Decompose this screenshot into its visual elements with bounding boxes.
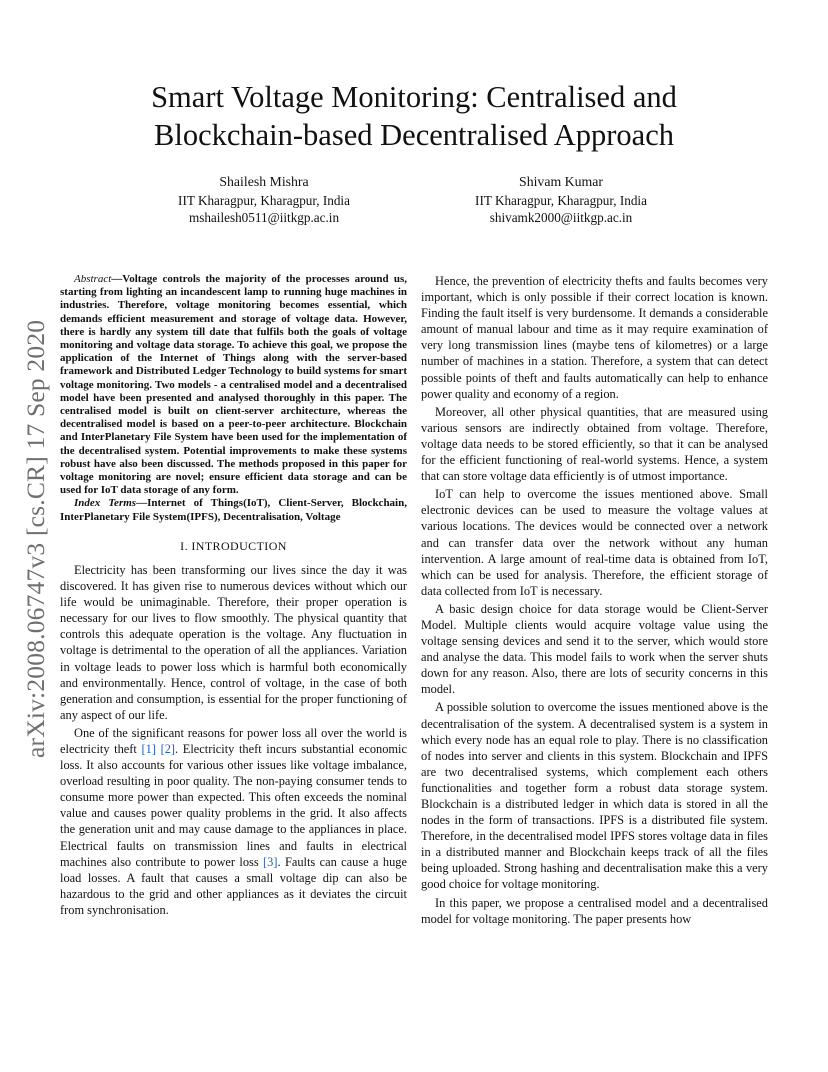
abstract-label: Abstract: [74, 273, 112, 285]
citation-link[interactable]: [3]: [263, 854, 278, 869]
left-column: [60, 273, 407, 918]
author-email: shivamk2000@iitkgp.ac.in: [489, 210, 633, 225]
title-line-2: Blockchain-based Decentralised Approach: [154, 118, 674, 152]
arxiv-side-stamp: arXiv:2008.06747v3 [cs.CR] 17 Sep 2020: [21, 319, 50, 758]
author-name: Shailesh Mishra: [219, 174, 309, 189]
body-paragraph: A basic design choice for data storage would be Client-Server Model. Multiple clients would acquire voltage value using the voltage sensing devices and send it to the server, which would store and analyse the data. This model fails to work when the server shuts down for any reason. Also, there are lots of security concerns in this model.: [421, 601, 768, 697]
body-paragraph: Moreover, all other physical quantities, that are measured using various sensors are indirectly obtained from voltage. Therefore, voltage data needs to be stored efficiently, so that it can be analysed for the efficient functioning of real-world systems. Hence, a system that can store voltage data efficiently is of utmost importance.: [421, 404, 768, 484]
abstract-text: —Voltage controls the majority of the processes around us, starting from lighting an incandescent lamp to running huge machines in industries. Therefore, voltage monitoring becomes essential, which demands efficient measurement and storage of voltage data. However, there is hardly any system till date that fulfils both the goals of voltage monitoring and voltage data storage. To achieve this goal, we propose the application of the Internet of Things along with the server-based framework and Distributed Ledger Technology to build systems for smart voltage monitoring. Two models - a centralised model and a decentralised model have been presented and analysed thoroughly in this paper. The centralised model is built on client-server architecture, whereas the decentralised model is based on a peer-to-peer architecture. Blockchain and InterPlanetary File System have been used for the implementation of the decentralised system. Potential improvements to make these systems robust have also been discussed. The methods proposed in this paper for voltage monitoring are novel; ensure efficient data storage and can be used for IoT data storage of any form.: [60, 273, 407, 497]
index-terms: [60, 497, 407, 523]
body-paragraph: A possible solution to overcome the issues mentioned above is the decentralisation of the system. A decentralised system is a system in which every node has an equal role to play. There is no classification of nodes into server and clients in this system. Blockchain and IPFS are two decentralised systems, which complement each others functionalities and together form a robust data storage system. Blockchain is a distributed ledger in which data is stored in all the nodes in the form of transactions. IPFS is a distributed file system. Therefore, in the decentralised model IPFS stores voltage data in files in a distributed manner and Blockchain keeps track of all the files being uploaded. Strong hashing and decentralisation make this a very good choice for voltage monitoring.: [421, 700, 768, 892]
body-paragraph: Hence, the prevention of electricity thefts and faults becomes very important, which is only possible if their correct location is known. Finding the fault itself is very burdensome. It demands a considerable amount of manual labour and time as it may require examination of very long transmission lines (maybe tens of kilometres) or a large number of machines in a station. Therefore, a system that can detect possible points of theft and faults automatically can help to enhance power quality and economy of a region.: [421, 274, 768, 401]
author-name: Shivam Kumar: [519, 174, 603, 189]
section-heading: I. INTRODUCTION: [180, 538, 287, 553]
paper-title: [60, 78, 768, 154]
right-column: [421, 273, 768, 927]
paragraph-text: . Electricity theft incurs substantial economic loss. It also accounts for various other issues like voltage imbalance, overload resulting in poor quality. The non-paying consumer tends to consume more power than expected. This often exceeds the nominal value and causes power quality problems in the grid. It also affects the generation unit and may cause damage to the appliances in place. Electrical faults on transmission lines and faults in electrical machines also contribute to power loss: [60, 741, 407, 869]
citation-link[interactable]: [2]: [160, 741, 176, 756]
author-affiliation: IIT Kharagpur, Kharagpur, India: [475, 193, 647, 208]
body-paragraph: [60, 725, 407, 918]
paragraph-text: One of the significant reasons for power loss all over the world is electricity theft: [60, 725, 407, 756]
paragraph-text: . Faults can cause a huge load losses. A fault that causes a small voltage dip can also be hazardous to the grid and other appliances as it deviates the circuit from synchronisation.: [60, 854, 407, 917]
body-paragraph: [60, 562, 407, 723]
body-paragraph: In this paper, we propose a centralised model and a decentralised model for voltage monitoring. The paper presents how: [421, 895, 768, 926]
author-block-2: [411, 173, 711, 226]
author-affiliation: IIT Kharagpur, Kharagpur, India: [178, 193, 350, 208]
index-terms-label: Index Terms: [74, 497, 137, 510]
paragraph-text: Electricity has been transforming our lives since the day it was discovered. It has given rise to numerous devices without which our life would be unimaginable. Therefore, their proper operation is necessary for our lives to flow smoothly. The physical quantity that controls this adequate operation is the voltage. Any fluctuation in voltage is detrimental to the operation of all the appliances. Variation in voltage leads to power loss which is harmful both economically and environmentally. Hence, control of voltage, in the case of both generation and consumption, is essential for the proper functioning of any aspect of our life.: [60, 562, 407, 722]
index-terms-text: —Internet of Things(IoT), Client-Server, Blockchain, InterPlanetary File System(IPFS), Decentralisation, Voltage: [60, 497, 407, 523]
citation-link[interactable]: [1]: [141, 741, 156, 756]
body-paragraph: IoT can help to overcome the issues mentioned above. Small electronic devices can be used to measure the voltage values at various locations. The devices would be connected over a network and can transfer data over the network without any human intervention. A large amount of real-time data is obtained from IoT, which can be used for analysis. Therefore, the efficient storage of data collected from IoT is necessary.: [421, 487, 768, 598]
author-email: mshailesh0511@iitkgp.ac.in: [188, 210, 340, 225]
title-line-1: Smart Voltage Monitoring: Centralised and: [151, 80, 677, 114]
abstract: [60, 273, 407, 497]
author-block-1: [114, 173, 414, 226]
